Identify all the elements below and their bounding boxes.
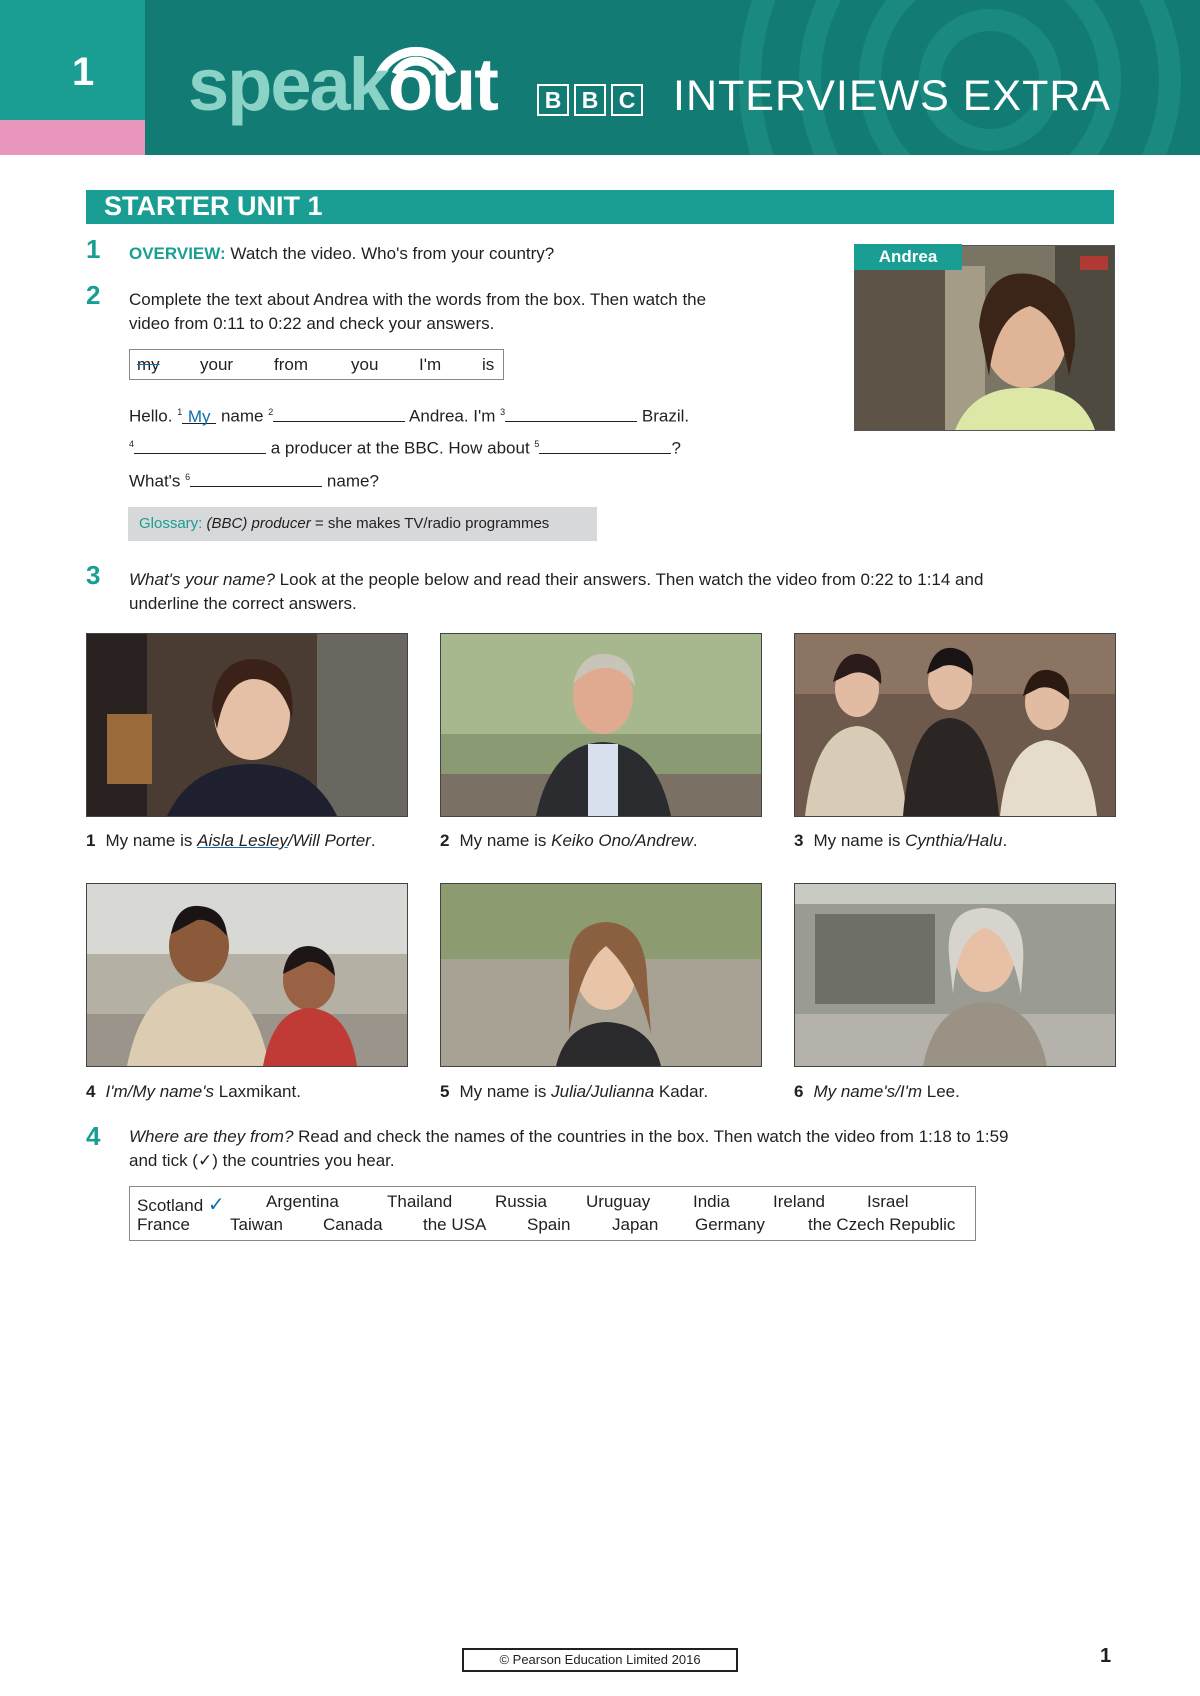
exercise-1-text: Watch the video. Who's from your country?: [230, 244, 555, 263]
unit-tab-number: 1: [72, 50, 95, 94]
gap-text: What's: [129, 471, 181, 491]
gap-fill-line-2: [129, 432, 681, 461]
exercise-3-line-1: [129, 568, 983, 592]
copyright-notice: © Pearson Education Limited 2016: [462, 1648, 738, 1672]
answer-ending: .: [1002, 831, 1008, 850]
country[interactable]: Spain: [527, 1215, 571, 1234]
country[interactable]: Germany: [695, 1215, 765, 1234]
answer-option[interactable]: My name's: [132, 1082, 214, 1101]
gap-blank-5[interactable]: [539, 435, 671, 454]
word-box-word: my: [137, 355, 160, 374]
interviewee-photo-6: [794, 883, 1116, 1067]
gap-number: 3: [500, 407, 506, 417]
answer-ending: Laxmikant.: [218, 1082, 301, 1101]
answer-option[interactable]: Keiko Ono: [551, 831, 631, 850]
country[interactable]: Russia: [495, 1192, 547, 1211]
answer-separator: /: [586, 1082, 591, 1101]
country[interactable]: the USA: [423, 1215, 487, 1234]
answer-ending: Kadar.: [658, 1082, 709, 1101]
country[interactable]: France: [137, 1215, 190, 1234]
exercise-4-text: Read and check the names of the countries in the box. Then watch the video from 1:18 to 1:59: [298, 1127, 1009, 1146]
gap-blank-4[interactable]: [134, 435, 266, 454]
gap-text: Hello.: [129, 406, 173, 426]
glossary-box: [128, 507, 597, 541]
gap-number: 1: [177, 407, 183, 417]
country-box: [129, 1186, 976, 1241]
exercise-1-number: 1: [86, 234, 101, 264]
exercise-3-question: What's your name?: [129, 570, 275, 589]
gap-fill-line-3: [129, 465, 379, 494]
gap-number: 5: [534, 439, 540, 449]
country[interactable]: the Czech Republic: [808, 1215, 956, 1234]
exercise-2-line-1: Complete the text about Andrea with the words from the box. Then watch the: [129, 290, 707, 309]
answer-option[interactable]: Julia: [551, 1082, 587, 1101]
gap-number: 4: [129, 439, 135, 449]
answer-option[interactable]: I'm: [105, 1082, 128, 1101]
answer-number: 3: [794, 831, 804, 850]
country[interactable]: India: [693, 1192, 730, 1211]
gap-text: Brazil.: [641, 406, 690, 426]
gap-blank-6[interactable]: [190, 468, 322, 487]
answer-option[interactable]: Julianna: [590, 1082, 655, 1101]
exercise-2-number: 2: [86, 280, 101, 310]
answer-number: 2: [440, 831, 450, 850]
gap-number: 6: [185, 472, 191, 482]
logo-out: out: [387, 43, 497, 126]
answer-separator: /: [127, 1082, 133, 1101]
country[interactable]: Thailand: [387, 1192, 453, 1211]
gap-text: a producer at the BBC. How about: [270, 438, 530, 458]
interviewee-photo-3: [794, 633, 1116, 817]
gap-blank-2[interactable]: [273, 403, 405, 422]
unit-banner: [86, 190, 1114, 224]
interviewee-photo-5: [440, 883, 762, 1067]
overview-label: OVERVIEW:: [129, 244, 226, 263]
answer-ending: Lee.: [926, 1082, 960, 1101]
gap-number: 2: [268, 407, 274, 417]
answer-option[interactable]: Will Porter: [292, 831, 371, 850]
exercise-4-question: Where are they from?: [129, 1127, 294, 1146]
photo-image: [795, 884, 1115, 1066]
answer-ending: .: [370, 831, 376, 850]
page-number: 1: [1100, 1645, 1112, 1667]
glossary-term: (BBC) producer: [206, 515, 311, 532]
exercise-2-line-2: video from 0:11 to 0:22 and check your answers.: [129, 314, 495, 333]
glossary-definition: = she makes TV/radio programmes: [314, 515, 550, 532]
answer-number: 6: [794, 1082, 804, 1101]
gap-answer-1: My: [182, 405, 216, 424]
interviewee-photo-4: [86, 883, 408, 1067]
pink-strip: [0, 120, 145, 155]
unit-tab: [0, 0, 145, 120]
interviewee-photo-1: [86, 633, 408, 817]
bbc-letter: C: [611, 84, 643, 116]
country[interactable]: [137, 1192, 225, 1217]
interviews-extra-title: INTERVIEWS EXTRA: [673, 72, 1112, 120]
word-box-word: I'm: [419, 355, 442, 374]
gap-blank-3[interactable]: [505, 403, 637, 422]
country[interactable]: Canada: [323, 1215, 383, 1234]
word-box-word: your: [200, 355, 234, 374]
country[interactable]: Argentina: [266, 1192, 339, 1211]
country[interactable]: Israel: [867, 1192, 909, 1211]
word-box: [129, 349, 504, 380]
gap-text: Andrea. I'm: [409, 406, 496, 426]
answer-separator: /: [287, 831, 293, 850]
country[interactable]: Ireland: [773, 1192, 825, 1211]
answer-6: [794, 1082, 960, 1102]
country[interactable]: Uruguay: [586, 1192, 651, 1211]
country-name: Scotland: [137, 1196, 204, 1215]
answer-5: [440, 1082, 708, 1102]
interviewee-photo-2: [440, 633, 762, 817]
andrea-label: Andrea: [854, 244, 962, 270]
exercise-4-line-1: [129, 1125, 1009, 1149]
gap-text: name: [220, 406, 264, 426]
gap-text: ?: [671, 438, 681, 458]
exercise-3-text: Look at the people below and read their answers. Then watch the video from 0:22 to 1:14 and: [279, 570, 984, 589]
logo-speak: speak: [188, 43, 388, 126]
answer-prefix: My name is: [105, 831, 193, 850]
answer-prefix: My name is: [459, 1082, 547, 1101]
exercise-3-line-2: underline the correct answers.: [129, 594, 357, 613]
country[interactable]: Taiwan: [230, 1215, 283, 1234]
page-header: [0, 0, 1200, 155]
answer-number: 1: [86, 831, 96, 850]
answer-ending: .: [692, 831, 698, 850]
answer-number: 5: [440, 1082, 450, 1101]
andrea-photo-image: [855, 246, 1114, 430]
exercise-3-number: 3: [86, 560, 101, 590]
gap-text: name?: [326, 471, 379, 491]
answer-prefix: My name is: [459, 831, 547, 850]
answer-option[interactable]: Aisla Lesley: [197, 831, 288, 850]
answer-prefix: My name is: [813, 831, 901, 850]
answer-option[interactable]: My name's: [813, 1082, 896, 1101]
photo-image: [441, 634, 761, 816]
glossary-label: Glossary:: [139, 515, 203, 532]
answer-option[interactable]: Andrew: [635, 831, 693, 850]
photo-image: [87, 884, 407, 1066]
exercise-1-instruction: [129, 242, 554, 266]
answer-2: [440, 831, 698, 851]
exercise-4-line-2: and tick (✓) the countries you hear.: [129, 1151, 395, 1170]
answer-option[interactable]: Halu: [967, 831, 1003, 850]
tick-icon: ✓: [207, 1194, 225, 1216]
photo-image: [87, 634, 407, 816]
answer-option[interactable]: I'm: [899, 1082, 922, 1101]
photo-image: [441, 884, 761, 1066]
bbc-letter: B: [574, 84, 606, 116]
word-box-word: from: [274, 355, 308, 374]
exercise-4-number: 4: [86, 1121, 101, 1151]
answer-option[interactable]: Cynthia: [905, 831, 963, 850]
photo-image: [795, 634, 1115, 816]
answer-separator: /: [962, 831, 968, 850]
word-box-word: you: [351, 355, 379, 374]
answer-separator: /: [895, 1082, 900, 1101]
answer-number: 4: [86, 1082, 96, 1101]
answer-4: [86, 1082, 301, 1102]
answer-separator: /: [630, 831, 636, 850]
answer-1: [86, 831, 376, 851]
country[interactable]: Japan: [612, 1215, 659, 1234]
bbc-letter: B: [537, 84, 569, 116]
unit-title: STARTER UNIT 1: [104, 191, 323, 221]
speakout-logo: [188, 43, 497, 126]
word-box-word: is: [482, 355, 495, 374]
answer-3: [794, 831, 1007, 851]
andrea-photo: [854, 245, 1115, 431]
bbc-logo: [537, 84, 643, 116]
gap-fill-line-1: [129, 400, 689, 429]
